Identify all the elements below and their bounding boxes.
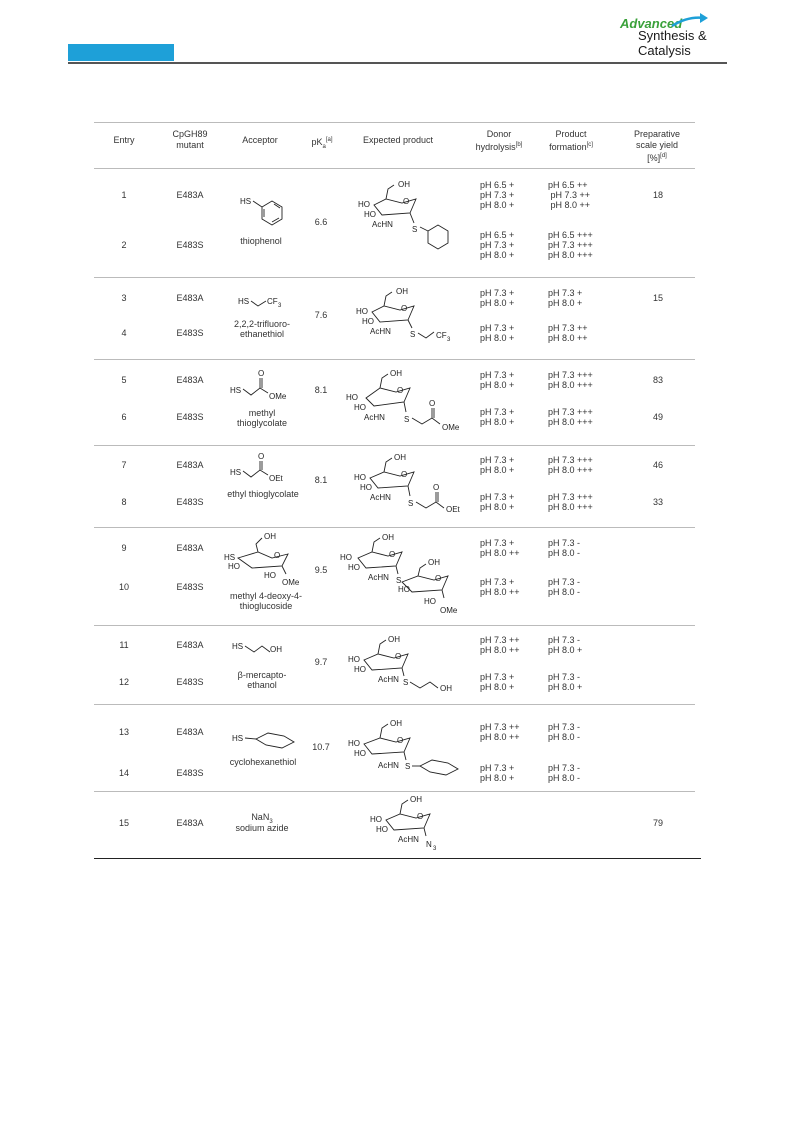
svg-text:HO: HO bbox=[424, 597, 436, 606]
svg-text:OH: OH bbox=[382, 533, 394, 542]
entry-number: 9 bbox=[121, 543, 127, 553]
donor-hydrolysis: pH 7.3 + pH 8.0 ++ bbox=[480, 577, 520, 597]
acceptor-name: cyclohexanethiol bbox=[229, 757, 297, 767]
mutant-name: E483A bbox=[176, 640, 204, 650]
svg-text:AcHN: AcHN bbox=[370, 493, 391, 502]
svg-text:O: O bbox=[435, 574, 442, 583]
svg-text:CF: CF bbox=[267, 297, 278, 306]
mutant-name: E483S bbox=[176, 582, 204, 592]
svg-text:HO: HO bbox=[346, 393, 358, 402]
product-structure-2 bbox=[356, 282, 466, 342]
svg-text:O: O bbox=[258, 452, 265, 461]
svg-text:OMe: OMe bbox=[282, 578, 300, 587]
svg-text:O: O bbox=[429, 399, 436, 408]
svg-text:S: S bbox=[396, 576, 402, 585]
group-separator bbox=[94, 277, 695, 278]
mutant-name: E483A bbox=[176, 727, 204, 737]
svg-text:HO: HO bbox=[370, 815, 382, 824]
pka-value: 10.7 bbox=[312, 742, 330, 752]
thioglucoside-structure bbox=[224, 530, 314, 590]
donor-hydrolysis: pH 6.5 + pH 7.3 + pH 8.0 + bbox=[480, 230, 515, 260]
svg-text:O: O bbox=[401, 304, 408, 313]
acceptor-name: thiophenol bbox=[240, 236, 282, 246]
donor-hydrolysis: pH 7.3 + pH 8.0 + bbox=[480, 323, 515, 343]
svg-text:O: O bbox=[417, 812, 424, 821]
header-rule bbox=[68, 62, 727, 64]
svg-text:HS: HS bbox=[230, 386, 242, 395]
header-accent-bar bbox=[68, 44, 174, 61]
svg-text:O: O bbox=[403, 197, 410, 206]
entry-number: 13 bbox=[118, 727, 129, 737]
svg-text:S: S bbox=[403, 678, 409, 687]
logo-synthesis: Synthesis & bbox=[638, 28, 707, 43]
scale-yield: 15 bbox=[652, 293, 663, 303]
product-formation: pH 7.3 - pH 8.0 + bbox=[548, 635, 583, 655]
svg-text:HO: HO bbox=[340, 553, 352, 562]
pka-value: 9.7 bbox=[314, 657, 328, 667]
donor-hydrolysis: pH 7.3 + pH 8.0 + bbox=[480, 672, 515, 692]
mutant-name: E483S bbox=[176, 412, 204, 422]
product-structure-6 bbox=[348, 630, 468, 700]
product-formation: pH 7.3 +++ pH 8.0 +++ bbox=[548, 370, 593, 390]
svg-text:OEt: OEt bbox=[446, 505, 460, 514]
trifluoroethanethiol-structure bbox=[238, 293, 308, 313]
product-formation: pH 7.3 +++ pH 8.0 +++ bbox=[548, 407, 593, 427]
svg-text:AcHN: AcHN bbox=[370, 327, 391, 336]
svg-text:OMe: OMe bbox=[442, 423, 460, 432]
table-bottom-rule bbox=[94, 858, 701, 859]
header-hydrolysis: Donor hydrolysis[b] bbox=[475, 129, 523, 152]
entry-number: 12 bbox=[118, 677, 129, 687]
svg-text:HO: HO bbox=[264, 571, 276, 580]
mutant-name: E483S bbox=[176, 497, 204, 507]
acceptor-name: methyl 4-deoxy-4- thioglucoside bbox=[229, 591, 303, 611]
svg-text:AcHN: AcHN bbox=[378, 761, 399, 770]
svg-text:O: O bbox=[401, 470, 408, 479]
product-formation: pH 7.3 - pH 8.0 + bbox=[548, 672, 583, 692]
table-header-rule bbox=[94, 168, 695, 169]
scale-yield: 83 bbox=[652, 375, 663, 385]
donor-hydrolysis: pH 7.3 ++ pH 8.0 ++ bbox=[480, 635, 520, 655]
svg-text:AcHN: AcHN bbox=[368, 573, 389, 582]
group-separator bbox=[94, 527, 695, 528]
product-formation: pH 7.3 + pH 8.0 + bbox=[548, 288, 583, 308]
svg-text:OH: OH bbox=[398, 180, 410, 189]
pka-value: 7.6 bbox=[314, 310, 328, 320]
product-structure-1 bbox=[358, 175, 458, 265]
svg-text:OH: OH bbox=[428, 558, 440, 567]
svg-text:S: S bbox=[404, 415, 410, 424]
header-formation: Product formation[c] bbox=[549, 129, 593, 152]
header-pka: $pK_a[a]$ bbox=[311, 137, 333, 150]
product-structure-8 bbox=[370, 792, 470, 852]
pka-value: 8.1 bbox=[314, 475, 328, 485]
group-separator bbox=[94, 359, 695, 360]
header-product: Expected product bbox=[362, 135, 434, 145]
svg-text:3: 3 bbox=[447, 337, 451, 343]
thiophenol-structure bbox=[240, 193, 300, 233]
svg-text:OH: OH bbox=[270, 645, 282, 654]
svg-text:OH: OH bbox=[390, 719, 402, 728]
svg-text:O: O bbox=[258, 369, 265, 378]
mutant-name: E483S bbox=[176, 328, 204, 338]
donor-hydrolysis: pH 6.5 + pH 7.3 + pH 8.0 + bbox=[480, 180, 515, 210]
svg-text:HO: HO bbox=[360, 483, 372, 492]
svg-text:S: S bbox=[408, 499, 414, 508]
svg-text:OH: OH bbox=[440, 684, 452, 693]
product-formation: pH 7.3 - pH 8.0 - bbox=[548, 763, 581, 783]
svg-text:O: O bbox=[274, 551, 281, 560]
donor-hydrolysis: pH 7.3 + pH 8.0 + bbox=[480, 455, 515, 475]
journal-logo bbox=[618, 12, 738, 62]
product-structure-3 bbox=[346, 366, 466, 436]
svg-text:3: 3 bbox=[433, 846, 437, 852]
svg-text:HS: HS bbox=[232, 642, 244, 651]
product-formation: pH 7.3 ++ pH 8.0 ++ bbox=[548, 323, 588, 343]
acceptor-nan3-formula: NaN$_3$ bbox=[251, 812, 273, 825]
product-structure-7 bbox=[348, 716, 478, 786]
product-structure-5 bbox=[340, 530, 470, 620]
svg-text:3: 3 bbox=[278, 303, 282, 309]
svg-text:HO: HO bbox=[354, 749, 366, 758]
svg-text:AcHN: AcHN bbox=[378, 675, 399, 684]
svg-text:HO: HO bbox=[354, 403, 366, 412]
product-formation: pH 7.3 - pH 8.0 - bbox=[548, 722, 581, 742]
svg-text:HS: HS bbox=[224, 553, 236, 562]
mutant-name: E483A bbox=[176, 543, 204, 553]
product-formation: pH 6.5 ++ pH 7.3 ++ pH 8.0 ++ bbox=[548, 180, 591, 210]
header-mutant: CpGH89 mutant bbox=[172, 129, 208, 150]
scale-yield: 46 bbox=[652, 460, 663, 470]
entry-number: 2 bbox=[121, 240, 127, 250]
svg-text:S: S bbox=[410, 330, 416, 339]
group-separator bbox=[94, 445, 695, 446]
svg-text:AcHN: AcHN bbox=[398, 835, 419, 844]
header-entry: Entry bbox=[113, 135, 135, 145]
logo-advanced: Advanced bbox=[620, 16, 683, 31]
group-separator bbox=[94, 625, 695, 626]
logo-catalysis: Catalysis bbox=[638, 43, 691, 58]
acceptor-name: ethyl thioglycolate bbox=[227, 489, 299, 499]
entry-number: 8 bbox=[121, 497, 127, 507]
svg-text:O: O bbox=[397, 736, 404, 745]
svg-text:HO: HO bbox=[364, 210, 376, 219]
svg-text:HS: HS bbox=[232, 734, 244, 743]
svg-text:OH: OH bbox=[396, 287, 408, 296]
svg-text:HO: HO bbox=[354, 665, 366, 674]
mutant-name: E483A bbox=[176, 190, 204, 200]
product-formation: pH 6.5 +++ pH 7.3 +++ pH 8.0 +++ bbox=[548, 230, 593, 260]
svg-text:CF: CF bbox=[436, 331, 447, 340]
donor-hydrolysis: pH 7.3 + pH 8.0 + bbox=[480, 288, 515, 308]
pka-value: 9.5 bbox=[314, 565, 328, 575]
svg-text:S: S bbox=[412, 225, 418, 234]
scale-yield: 33 bbox=[652, 497, 663, 507]
svg-text:HO: HO bbox=[376, 825, 388, 834]
svg-text:OH: OH bbox=[410, 795, 422, 804]
donor-hydrolysis: pH 7.3 + pH 8.0 + bbox=[480, 492, 515, 512]
product-formation: pH 7.3 +++ pH 8.0 +++ bbox=[548, 492, 593, 512]
donor-hydrolysis: pH 7.3 + pH 8.0 ++ bbox=[480, 538, 520, 558]
entry-number: 6 bbox=[121, 412, 127, 422]
mutant-name: E483A bbox=[176, 818, 204, 828]
svg-text:O: O bbox=[389, 550, 396, 559]
acceptor-name: methyl thioglycolate bbox=[236, 408, 288, 428]
donor-hydrolysis: pH 7.3 + pH 8.0 + bbox=[480, 407, 515, 427]
methyl-thioglycolate-structure bbox=[230, 368, 310, 408]
svg-text:HS: HS bbox=[240, 197, 252, 206]
svg-text:HO: HO bbox=[354, 473, 366, 482]
donor-hydrolysis: pH 7.3 ++ pH 8.0 ++ bbox=[480, 722, 520, 742]
svg-text:OMe: OMe bbox=[269, 392, 287, 401]
mutant-name: E483A bbox=[176, 293, 204, 303]
entry-number: 5 bbox=[121, 375, 127, 385]
entry-number: 10 bbox=[118, 582, 129, 592]
entry-number: 14 bbox=[118, 768, 129, 778]
svg-text:AcHN: AcHN bbox=[364, 413, 385, 422]
donor-hydrolysis: pH 7.3 + pH 8.0 + bbox=[480, 370, 515, 390]
mutant-name: E483A bbox=[176, 375, 204, 385]
entry-number: 11 bbox=[119, 640, 129, 650]
entry-number: 7 bbox=[121, 460, 127, 470]
pka-value: 8.1 bbox=[314, 385, 328, 395]
svg-text:HO: HO bbox=[398, 585, 410, 594]
product-structure-4 bbox=[354, 450, 474, 520]
svg-text:HO: HO bbox=[356, 307, 368, 316]
scale-yield: 79 bbox=[652, 818, 663, 828]
donor-hydrolysis: pH 7.3 + pH 8.0 + bbox=[480, 763, 515, 783]
svg-text:O: O bbox=[397, 386, 404, 395]
svg-text:OH: OH bbox=[390, 369, 402, 378]
group-separator bbox=[94, 704, 695, 705]
svg-text:O: O bbox=[433, 483, 440, 492]
svg-text:OH: OH bbox=[388, 635, 400, 644]
pka-value: 6.6 bbox=[314, 217, 328, 227]
svg-text:HO: HO bbox=[228, 562, 240, 571]
svg-text:HO: HO bbox=[348, 655, 360, 664]
svg-text:HS: HS bbox=[238, 297, 250, 306]
mutant-name: E483A bbox=[176, 460, 204, 470]
header-acceptor: Acceptor bbox=[242, 135, 278, 145]
mutant-name: E483S bbox=[176, 677, 204, 687]
entry-number: 1 bbox=[121, 190, 127, 200]
svg-text:S: S bbox=[405, 762, 411, 771]
cyclohexanethiol-structure bbox=[232, 728, 302, 752]
entry-number: 15 bbox=[118, 818, 129, 828]
mutant-name: E483S bbox=[176, 768, 204, 778]
svg-text:AcHN: AcHN bbox=[372, 220, 393, 229]
header-yield: Preparative scale yield [%][d] bbox=[633, 129, 681, 163]
svg-text:HS: HS bbox=[230, 468, 242, 477]
svg-text:O: O bbox=[395, 652, 402, 661]
entry-number: 4 bbox=[121, 328, 127, 338]
entry-number: 3 bbox=[121, 293, 127, 303]
acceptor-name: 2,2,2-trifluoro- ethanethiol bbox=[233, 319, 291, 339]
acceptor-name: sodium azide bbox=[235, 823, 289, 833]
mercaptoethanol-structure bbox=[232, 638, 302, 658]
ethyl-thioglycolate-structure bbox=[230, 452, 310, 491]
product-formation: pH 7.3 - pH 8.0 - bbox=[548, 577, 581, 597]
svg-text:HO: HO bbox=[348, 739, 360, 748]
acceptor-name: β-mercapto- ethanol bbox=[237, 670, 287, 690]
product-formation: pH 7.3 +++ pH 8.0 +++ bbox=[548, 455, 593, 475]
svg-text:N: N bbox=[426, 840, 432, 849]
svg-text:HO: HO bbox=[348, 563, 360, 572]
scale-yield: 18 bbox=[652, 190, 663, 200]
product-formation: pH 7.3 - pH 8.0 - bbox=[548, 538, 581, 558]
svg-text:OMe: OMe bbox=[440, 606, 458, 615]
mutant-name: E483S bbox=[176, 240, 204, 250]
table-top-rule bbox=[94, 122, 695, 123]
svg-text:OH: OH bbox=[394, 453, 406, 462]
svg-text:OH: OH bbox=[264, 532, 276, 541]
svg-text:HO: HO bbox=[362, 317, 374, 326]
svg-text:OEt: OEt bbox=[269, 474, 283, 483]
scale-yield: 49 bbox=[652, 412, 663, 422]
svg-text:HO: HO bbox=[358, 200, 370, 209]
